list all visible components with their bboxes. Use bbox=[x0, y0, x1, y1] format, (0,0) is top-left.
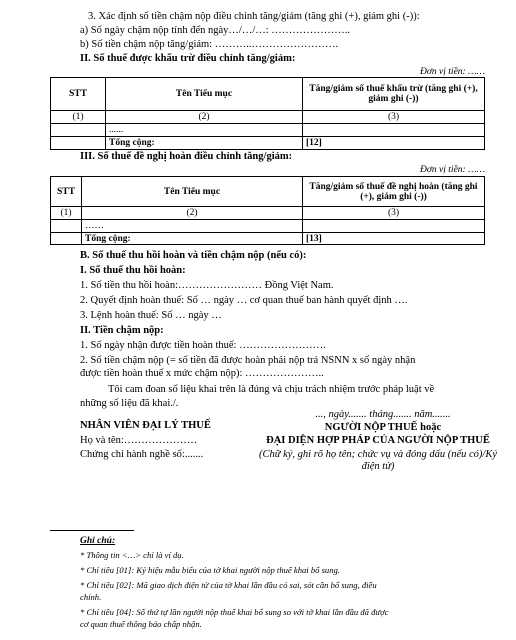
col-stt: STT bbox=[51, 78, 106, 111]
note-2: * Chỉ tiêu [01]: Ký hiệu mẫu biểu của tờ khai người nộp thuế khai bổ sung. bbox=[80, 565, 340, 575]
dots-row: …… bbox=[82, 220, 303, 233]
col-stt: STT bbox=[51, 177, 82, 207]
agent-cert: Chứng chỉ hành nghề số:....... bbox=[80, 449, 204, 460]
part-ii-title: II. Số thuế được khấu trừ điều chỉnh tăng/giảm: bbox=[80, 53, 296, 64]
part-b-ii2-b: được tiền hoàn thuế x mức chậm nộp): ………………….. bbox=[80, 368, 324, 379]
num-1: (1) bbox=[51, 111, 106, 124]
signature-note2: điện tử) bbox=[361, 461, 395, 472]
part-b-i2: 2. Quyết định hoàn thuế: Số … ngày … cơ quan thuế ban hành quyết định …. bbox=[80, 295, 408, 306]
total-label: Tổng cộng: bbox=[106, 137, 303, 150]
note-1: * Thông tin <…> chỉ là ví dụ. bbox=[80, 550, 184, 560]
num-2: (2) bbox=[82, 207, 303, 220]
part-b-title: B. Số thuế thu hồi hoàn và tiền chậm nộp (nếu có): bbox=[80, 250, 307, 261]
representative-title: ĐẠI DIỆN HỢP PHÁP CỦA NGƯỜI NỘP THUẾ bbox=[266, 435, 490, 446]
col-amount: Tăng/giảm số thuế khấu trừ (tăng ghi (+), giảm ghi (-)) bbox=[303, 78, 485, 111]
part-ii-unit: Đơn vị tiền: …… bbox=[420, 67, 485, 77]
sign-date: ..., ngày....... tháng....... năm....... bbox=[315, 409, 451, 420]
dots-row: ...... bbox=[106, 124, 303, 137]
part-iii-unit: Đơn vị tiền: …… bbox=[420, 165, 485, 175]
part-b-i1: 1. Số tiền thu hồi hoàn:…………………… Đồng Việt Nam. bbox=[80, 280, 334, 291]
total-label: Tổng cộng: bbox=[82, 233, 303, 245]
part-iii-table bbox=[50, 176, 485, 245]
sec3-a: a) Số ngày chậm nộp tính đến ngày…/…/…: ………………….. bbox=[80, 25, 351, 36]
total-code: [13] bbox=[303, 233, 485, 245]
part-b-ii-title: II. Tiền chậm nộp: bbox=[80, 325, 164, 336]
part-b-i3: 3. Lệnh hoàn thuế: Số … ngày … bbox=[80, 310, 222, 321]
part-b-i-title: I. Số thuế thu hồi hoàn: bbox=[80, 265, 186, 276]
num-3: (3) bbox=[303, 207, 485, 220]
agent-title: NHÂN VIÊN ĐẠI LÝ THUẾ bbox=[80, 420, 211, 431]
part-ii-table bbox=[50, 77, 485, 150]
num-2: (2) bbox=[106, 111, 303, 124]
col-name: Tên Tiểu mục bbox=[82, 177, 303, 207]
note-3b: chỉnh. bbox=[80, 592, 102, 602]
declaration-line2: những số liệu đã khai./. bbox=[80, 398, 179, 409]
sec3-b: b) Số tiền chậm nộp tăng/giảm: ………..……………………. bbox=[80, 39, 339, 50]
declaration-line1: Tôi cam đoan số liệu khai trên là đúng và chịu trách nhiệm trước pháp luật về bbox=[108, 384, 435, 395]
part-b-ii1: 1. Số ngày nhận được tiền hoàn thuế: ……………………. bbox=[80, 340, 326, 351]
note-3a: * Chỉ tiêu [02]: Mã giao dịch điện tử của tờ khai lần đầu có sai, sót cần bổ sung, điều bbox=[80, 580, 377, 590]
total-code: [12] bbox=[303, 137, 485, 150]
note-4b: cơ quan thuế thông báo chấp nhận. bbox=[80, 619, 202, 629]
col-amount: Tăng/giảm số thuế đề nghị hoàn (tăng ghi (+), giảm ghi (-)) bbox=[303, 177, 485, 207]
note-4a: * Chỉ tiêu [04]: Số thứ tự lần người nộp thuế khai bổ sung so với tờ khai lần đầu đã được bbox=[80, 607, 389, 617]
sec3-title: 3. Xác định số tiền chậm nộp điều chỉnh tăng/giảm (tăng ghi (+), giảm ghi (-)): bbox=[88, 11, 420, 22]
part-iii-title: III. Số thuế đề nghị hoàn điều chỉnh tăng/giảm: bbox=[80, 151, 293, 162]
signature-note1: (Chữ ký, ghi rõ họ tên; chức vụ và đóng dấu (nếu có)/Ký bbox=[258, 449, 497, 460]
num-3: (3) bbox=[303, 111, 485, 124]
agent-name: Họ và tên:………………… bbox=[80, 435, 198, 446]
notes-divider bbox=[50, 530, 134, 531]
col-name: Tên Tiểu mục bbox=[106, 78, 303, 111]
notes-title: Ghi chú: bbox=[80, 536, 116, 546]
taxpayer-title: NGƯỜI NỘP THUẾ hoặc bbox=[324, 422, 442, 433]
num-1: (1) bbox=[51, 207, 82, 220]
part-b-ii2-a: 2. Số tiền chậm nộp (= số tiền đã được hoàn phải nộp trả NSNN x số ngày nhận bbox=[80, 355, 416, 366]
